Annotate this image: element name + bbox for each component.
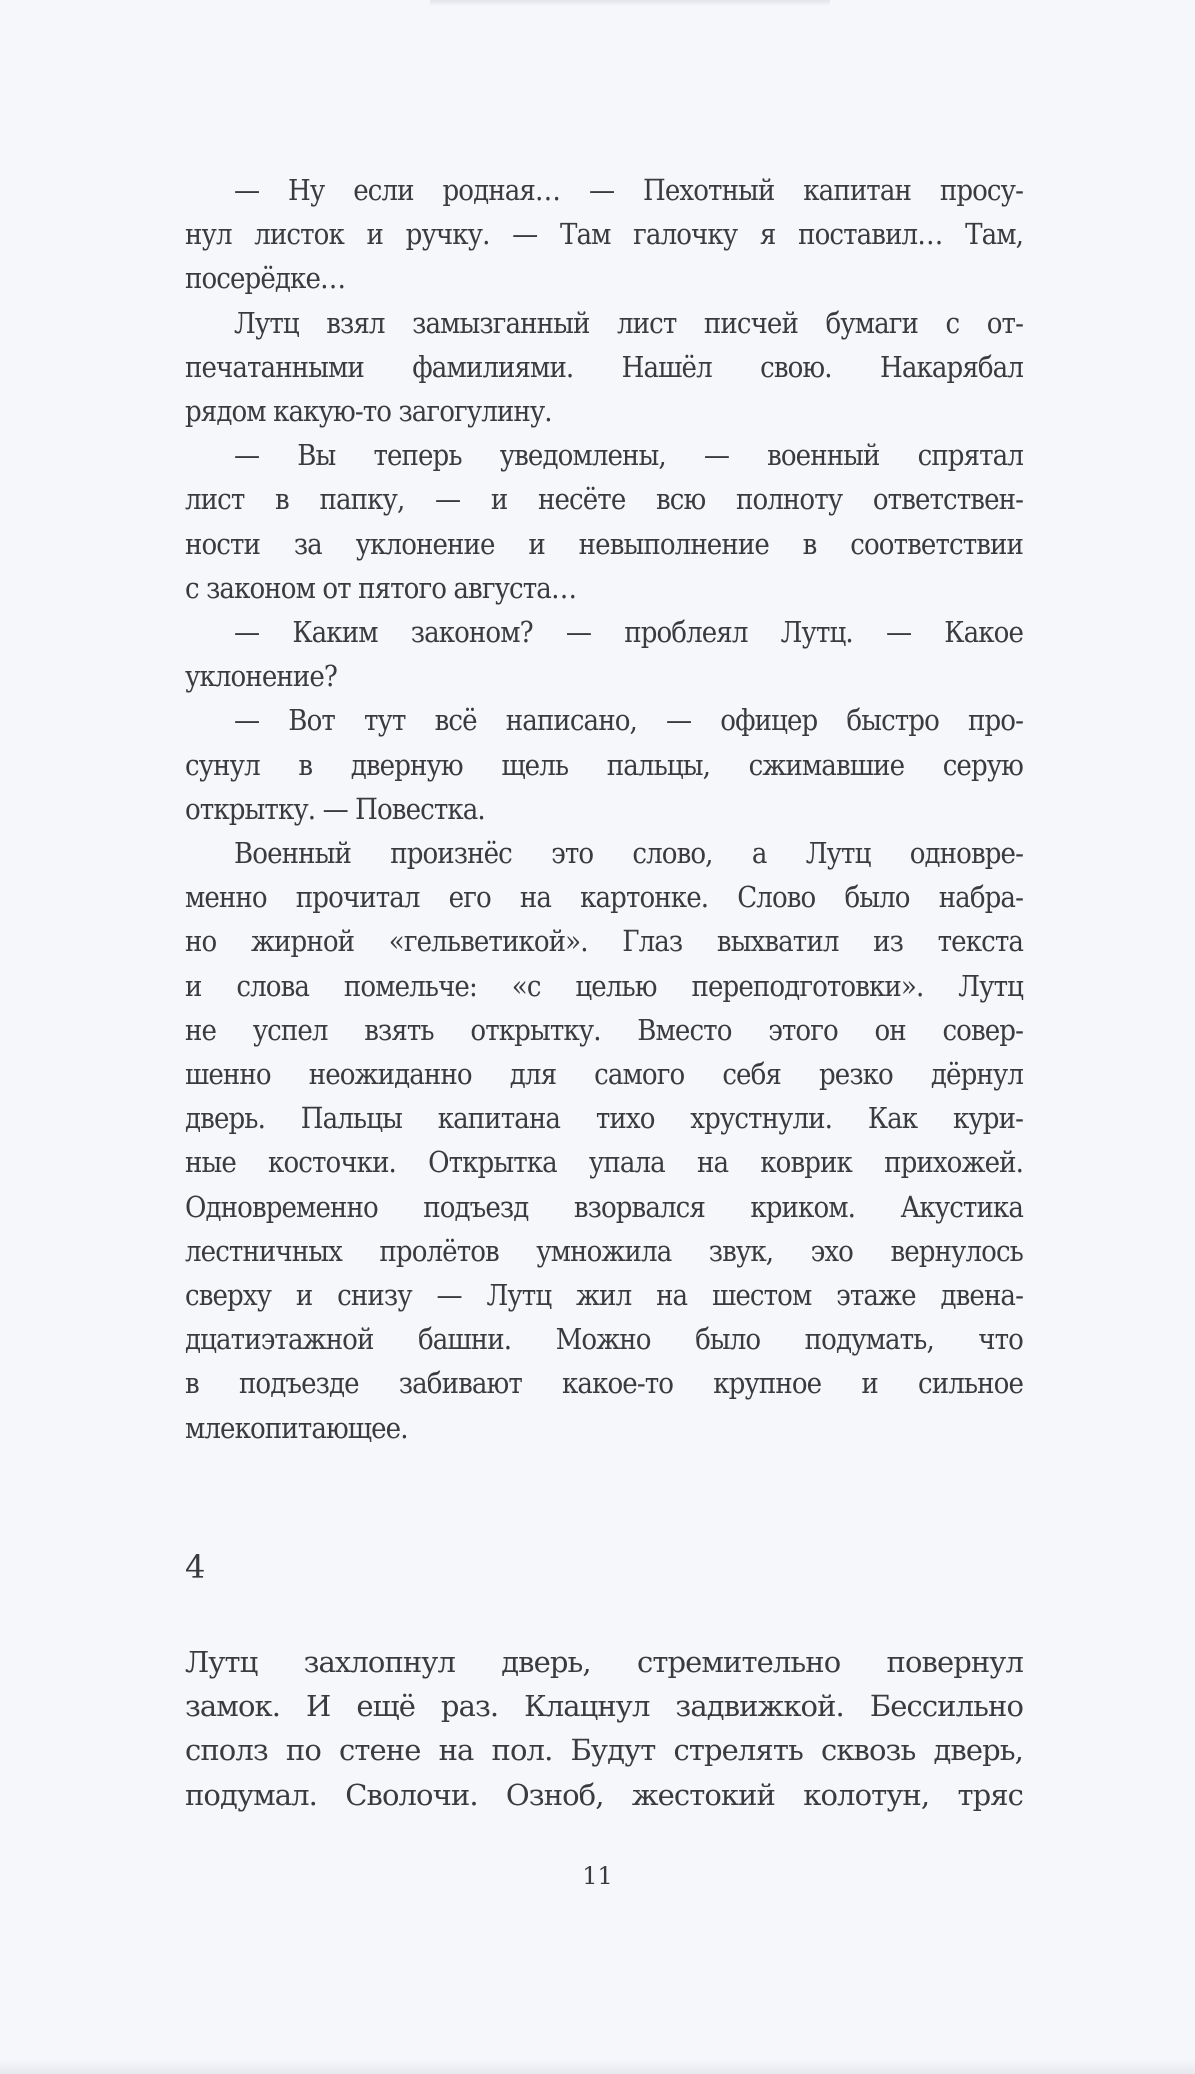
paragraph <box>185 610 1023 698</box>
text-line: ности за уклонение и невыполнение в соответствии <box>185 526 1023 561</box>
paragraph <box>185 831 1023 1450</box>
text-block-before-chapter <box>185 168 1023 1450</box>
text-line: подумал. Сволочи. Озноб, жестокий колотун, тряс <box>185 1777 1023 1812</box>
text-block-after-chapter <box>185 1640 1023 1817</box>
text-line: Одновременно подъезд взорвался криком. Акустика <box>185 1189 1023 1224</box>
paragraph <box>185 168 1023 301</box>
text-line: менно прочитал его на картонке. Слово было набра- <box>185 880 1023 915</box>
text-line: Лутц захлопнул дверь, стремительно повернул <box>185 1645 1023 1679</box>
text-line: посерёдке… <box>185 261 346 296</box>
text-line: не успел взять открытку. Вместо этого он совер- <box>185 1012 1023 1047</box>
text-line: лестничных пролётов умножила звук, эхо вернулось <box>185 1233 1023 1268</box>
page-number: 11 <box>582 1862 613 1890</box>
text-line: млекопитающее. <box>185 1410 408 1445</box>
text-line: сунул в дверную щель пальцы, сжимавшие серую <box>185 747 1023 782</box>
paragraph <box>185 301 1023 434</box>
text-line: и слова помельче: «с целью переподготовки». Лутц <box>185 968 1023 1003</box>
text-line: Лутц взял замызганный лист писчей бумаги с от- <box>234 305 1023 340</box>
page-bottom-edge <box>0 2060 1195 2074</box>
text-line: нул листок и ручку. — Там галочку я поставил… Там, <box>185 217 1023 252</box>
text-line: открытку. — Повестка. <box>185 791 485 826</box>
text-line: дцатиэтажной башни. Можно было подумать, что <box>185 1322 1023 1357</box>
chapter-number: 4 <box>185 1548 206 1586</box>
paragraph <box>185 698 1023 831</box>
text-line: замок. И ещё раз. Клацнул задвижкой. Бессильно <box>185 1689 1023 1724</box>
text-line: Военный произнёс это слово, а Лутц одновре- <box>234 836 1023 871</box>
text-line: печатанными фамилиями. Нашёл свою. Накарябал <box>185 349 1023 384</box>
text-line: — Каким законом? — проблеял Лутц. — Какое <box>234 615 1023 650</box>
text-line: сполз по стене на пол. Будут стрелять сквозь дверь, <box>185 1733 1023 1768</box>
paragraph <box>185 433 1023 610</box>
text-line: дверь. Пальцы капитана тихо хрустнули. Как кури- <box>185 1101 1023 1136</box>
text-line: с законом от пятого августа… <box>185 570 577 605</box>
page-top-edge <box>430 0 830 6</box>
text-line: ные косточки. Открытка упала на коврик прихожей. <box>185 1145 1023 1180</box>
text-line: рядом какую-то загогулину. <box>185 394 552 429</box>
text-line: — Ну если родная… — Пехотный капитан просу- <box>234 173 1023 207</box>
text-line: но жирной «гельветикой». Глаз выхватил из текста <box>185 924 1023 959</box>
text-line: сверху и снизу — Лутц жил на шестом этаже двена- <box>185 1278 1023 1313</box>
text-line: шенно неожиданно для самого себя резко дёрнул <box>185 1057 1023 1092</box>
text-line: — Вот тут всё написано, — офицер быстро про- <box>234 703 1023 738</box>
text-line: уклонение? <box>185 659 337 694</box>
text-line: — Вы теперь уведомлены, — военный спрятал <box>234 438 1023 473</box>
text-line: в подъезде забивают какое-то крупное и сильное <box>185 1366 1023 1401</box>
text-line: лист в папку, — и несёте всю полноту ответствен- <box>185 482 1023 517</box>
paragraph <box>185 1640 1023 1817</box>
